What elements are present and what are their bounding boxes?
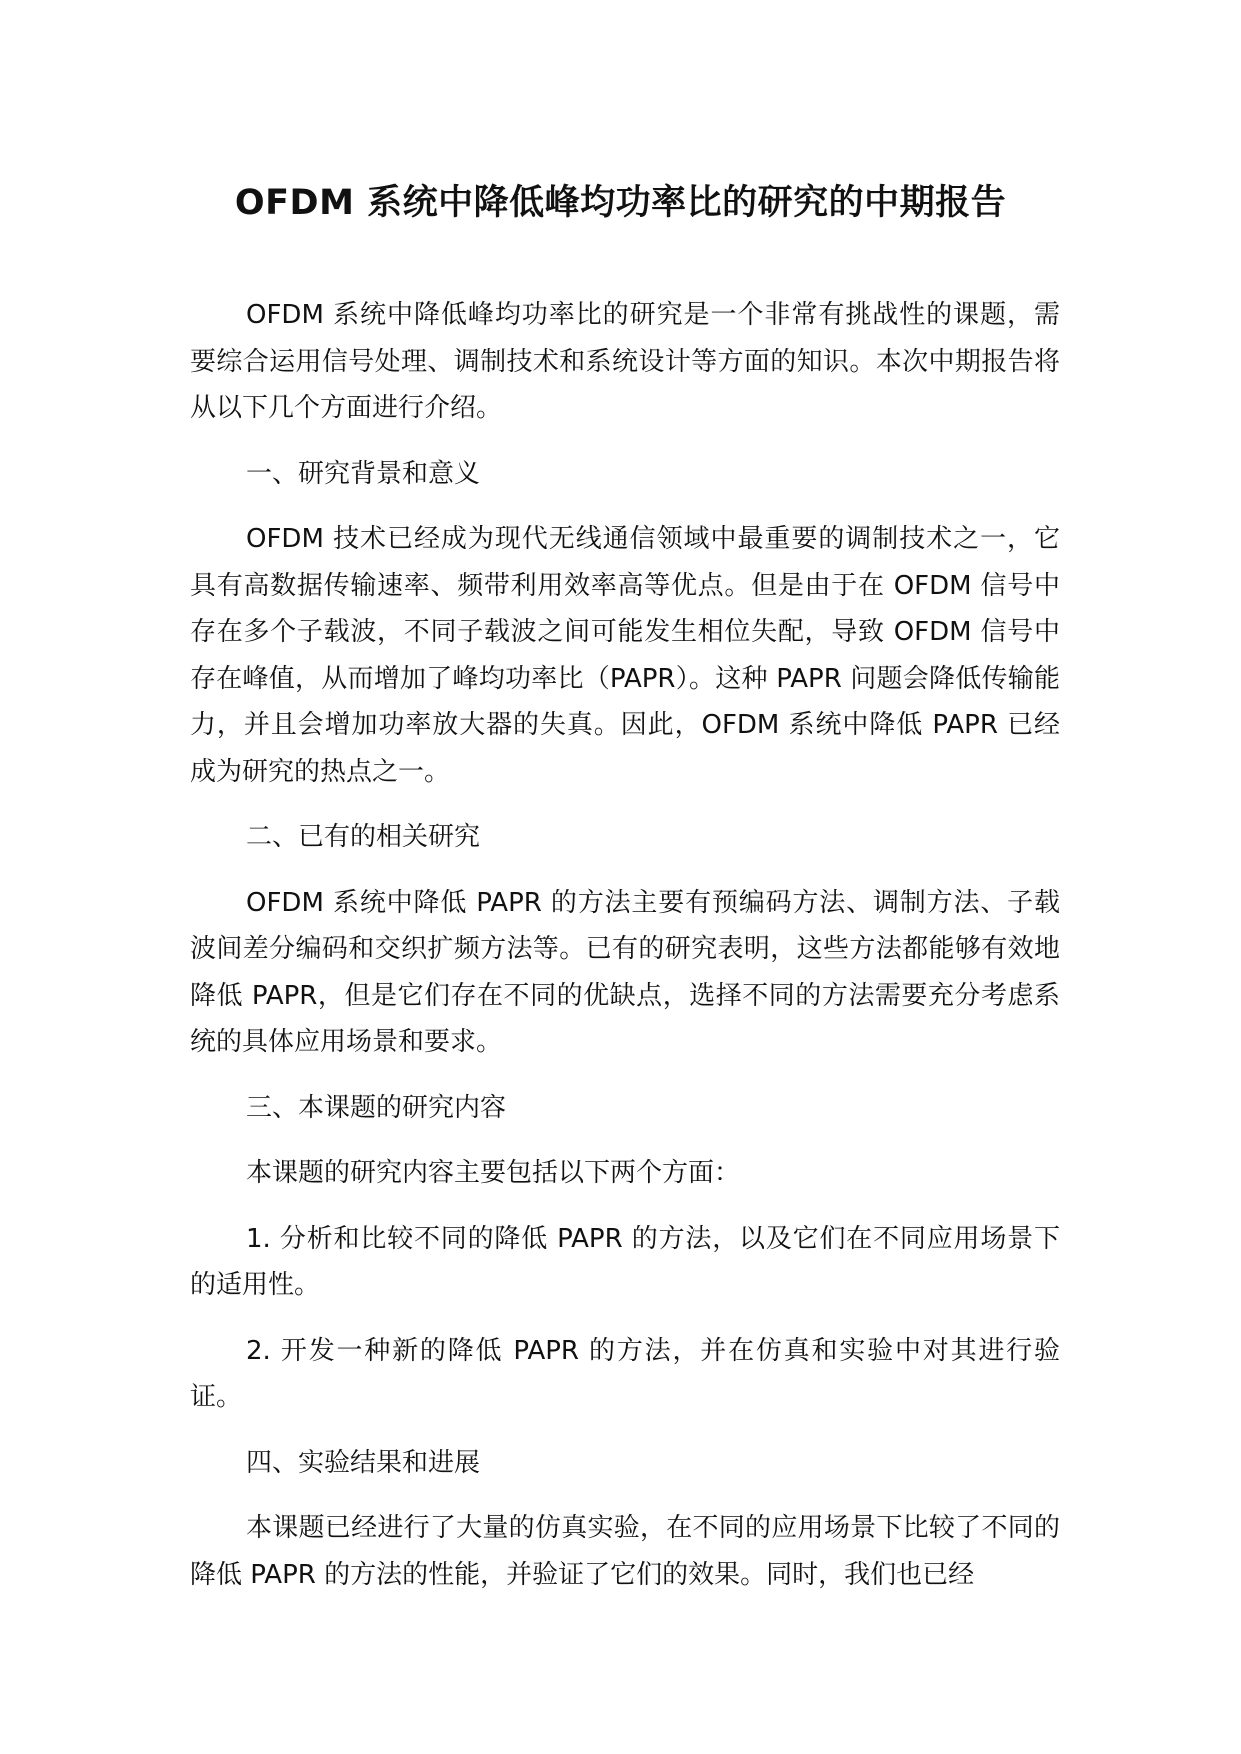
section-heading-research-content: 三、本课题的研究内容 [246, 1092, 507, 1123]
background-paragraph: OFDM 技术已经成为现代无线通信领域中最重要的调制技术之一，它具有高数据传输速率、频带利用效率高等优点。但是由于在 OFDM 信号中存在多个子载波，不同子载波之间可能发生相位失配，导致 OFDM 信号中存在峰值，从而增加了峰均功率比（PAPR）。这种 PAPR 问题会降低传输能力，并且会增加功率放大器的失真。因此，OFDM 系统中降低 PAPR 已经成为研究的热点之一。 [190, 524, 1060, 787]
document-title: OFDM 系统中降低峰均功率比的研究的中期报告 [234, 183, 1007, 223]
research-content-intro: 本课题的研究内容主要包括以下两个方面： [246, 1158, 741, 1188]
section-heading-results: 四、实验结果和进展 [246, 1447, 481, 1478]
related-work-paragraph: OFDM 系统中降低 PAPR 的方法主要有预编码方法、调制方法、子载波间差分编码和交织扩频方法等。已有的研究表明，这些方法都能够有效地降低 PAPR，但是它们存在不同的优缺点，选择不同的方法需要充分考虑系统的具体应用场景和要求。 [190, 887, 1060, 1057]
section-heading-background: 一、研究背景和意义 [246, 458, 481, 489]
document-body [190, 292, 1060, 1617]
research-item-2: 2. 开发一种新的降低 PAPR 的方法，并在仿真和实验中对其进行验证。 [190, 1335, 1060, 1412]
section-heading-related-work: 二、已有的相关研究 [246, 822, 481, 852]
research-item-1: 1. 分析和比较不同的降低 PAPR 的方法，以及它们在不同应用场景下的适用性。 [190, 1223, 1060, 1300]
results-paragraph: 本课题已经进行了大量的仿真实验，在不同的应用场景下比较了不同的降低 PAPR 的方法的性能，并验证了它们的效果。同时，我们也已经 [190, 1513, 1060, 1590]
intro-paragraph: OFDM 系统中降低峰均功率比的研究是一个非常有挑战性的课题，需要综合运用信号处理、调制技术和系统设计等方面的知识。本次中期报告将从以下几个方面进行介绍。 [190, 300, 1060, 423]
